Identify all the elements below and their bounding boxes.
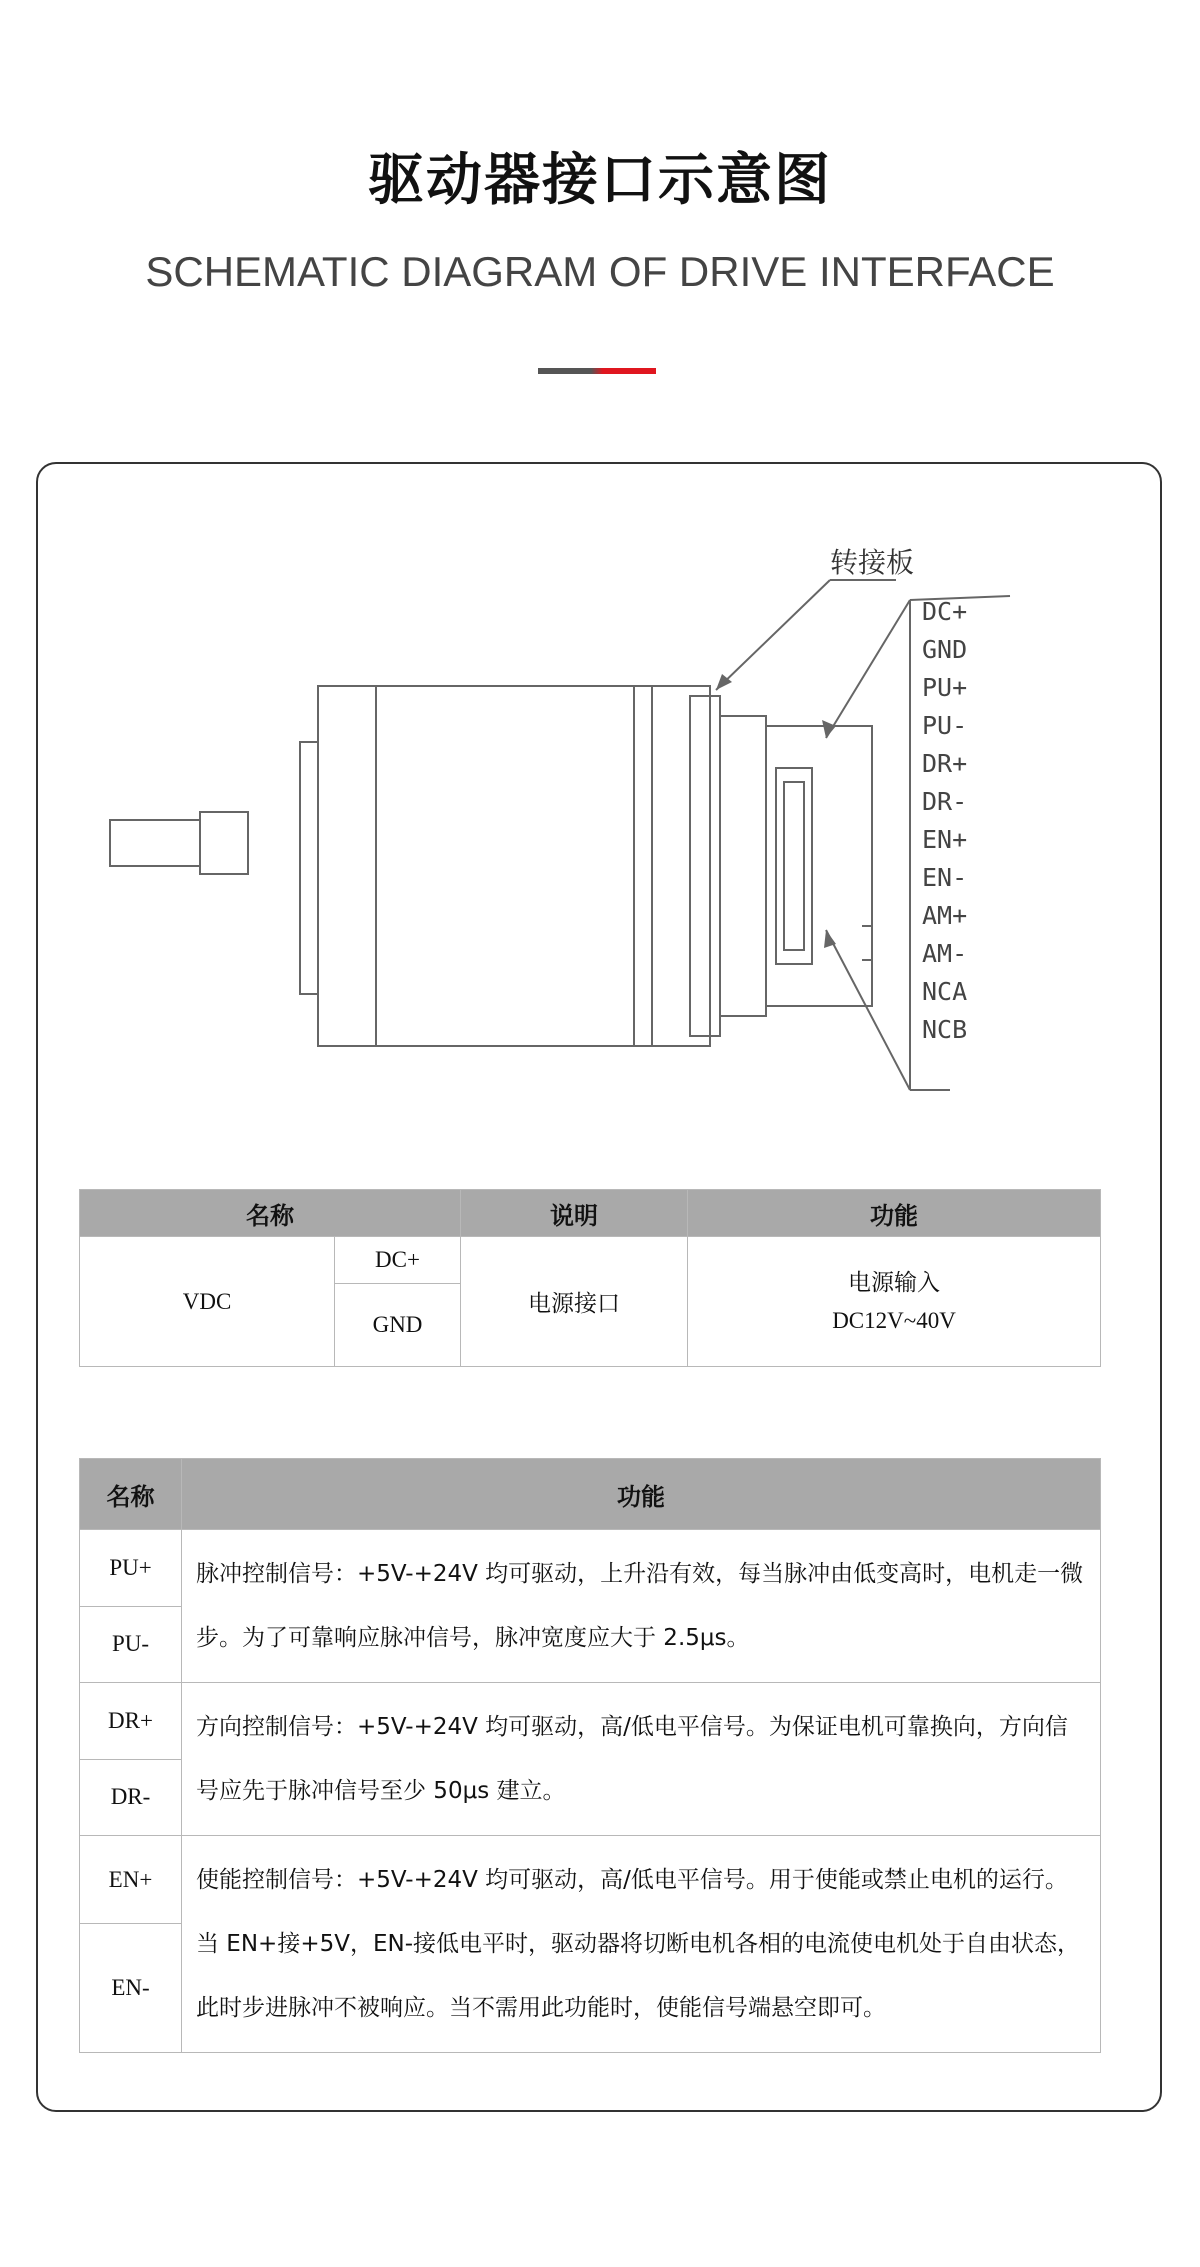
power-pin-cell: GND — [335, 1284, 461, 1367]
power-header-name: 名称 — [80, 1190, 461, 1237]
power-header-function: 功能 — [688, 1190, 1101, 1237]
pin-label: DR+ — [922, 749, 968, 778]
page-title: 驱动器接口示意图 — [368, 148, 832, 213]
motor-shaft — [110, 820, 200, 866]
pin-label: NCA — [922, 977, 968, 1006]
motor-flange — [300, 742, 318, 994]
signal-pin-cell: PU+ — [80, 1530, 182, 1607]
signal-header-function: 功能 — [182, 1459, 1101, 1530]
power-function-line: 电源输入 — [848, 1269, 940, 1296]
pin-label: DR- — [922, 787, 968, 816]
pin-label: DC+ — [922, 597, 968, 626]
pin-label: EN- — [922, 863, 968, 892]
signal-description-cell — [182, 1836, 1101, 2053]
signal-description-text: 使能控制信号：+5V-+24V 均可驱动，高/低电平信号。用于使能或禁止电机的运行。当 EN+接+5V，EN-接低电平时，驱动器将切断电机各相的电流使电机处于自由状态，此时步进脉冲不被响应。当不需用此功能时，使能信号端悬空即可。 — [196, 1867, 1080, 2021]
pin-label: PU+ — [922, 673, 968, 702]
signal-pin-cell: DR+ — [80, 1683, 182, 1760]
accent-divider — [538, 368, 656, 374]
motor-shaft-collar — [200, 812, 248, 874]
signal-header-name: 名称 — [80, 1459, 182, 1530]
motor-rear-cap — [690, 696, 720, 1036]
signal-table — [79, 1458, 1101, 2053]
pin-label: GND — [922, 635, 968, 664]
power-function-range: DC12V~40V — [832, 1307, 956, 1333]
signal-description-text: 方向控制信号：+5V-+24V 均可驱动，高/低电平信号。为保证电机可靠换向，方向信号应先于脉冲信号至少 50μs 建立。 — [196, 1714, 1068, 1804]
signal-pin-cell: DR- — [80, 1759, 182, 1836]
pin-label: AM- — [922, 939, 968, 968]
adapter-board — [720, 716, 766, 1016]
adapter-board-label: 转接板 — [830, 546, 915, 579]
motor-diagram — [90, 520, 1070, 1100]
power-description-cell: 电源接口 — [461, 1237, 688, 1367]
pin-label: NCB — [922, 1015, 968, 1044]
signal-pin-cell: EN- — [80, 1924, 182, 2053]
signal-description-text: 脉冲控制信号：+5V-+24V 均可驱动，上升沿有效，每当脉冲由低变高时，电机走一微步。为了可靠响应脉冲信号，脉冲宽度应大于 2.5μs。 — [196, 1561, 1084, 1651]
signal-pin-cell: PU- — [80, 1606, 182, 1683]
power-table — [79, 1189, 1101, 1367]
signal-description-cell — [182, 1530, 1101, 1683]
pin-label: EN+ — [922, 825, 968, 854]
page-subtitle: SCHEMATIC DIAGRAM OF DRIVE INTERFACE — [145, 248, 1055, 295]
pin-label: AM+ — [922, 901, 968, 930]
power-name-cell: VDC — [80, 1237, 335, 1367]
power-function-cell — [688, 1237, 1101, 1367]
signal-pin-cell: EN+ — [80, 1836, 182, 1924]
pin-label: PU- — [922, 711, 968, 740]
adapter-connector — [776, 768, 812, 964]
signal-description-cell — [182, 1683, 1101, 1836]
power-pin-cell: DC+ — [335, 1237, 461, 1284]
power-header-description: 说明 — [461, 1190, 688, 1237]
